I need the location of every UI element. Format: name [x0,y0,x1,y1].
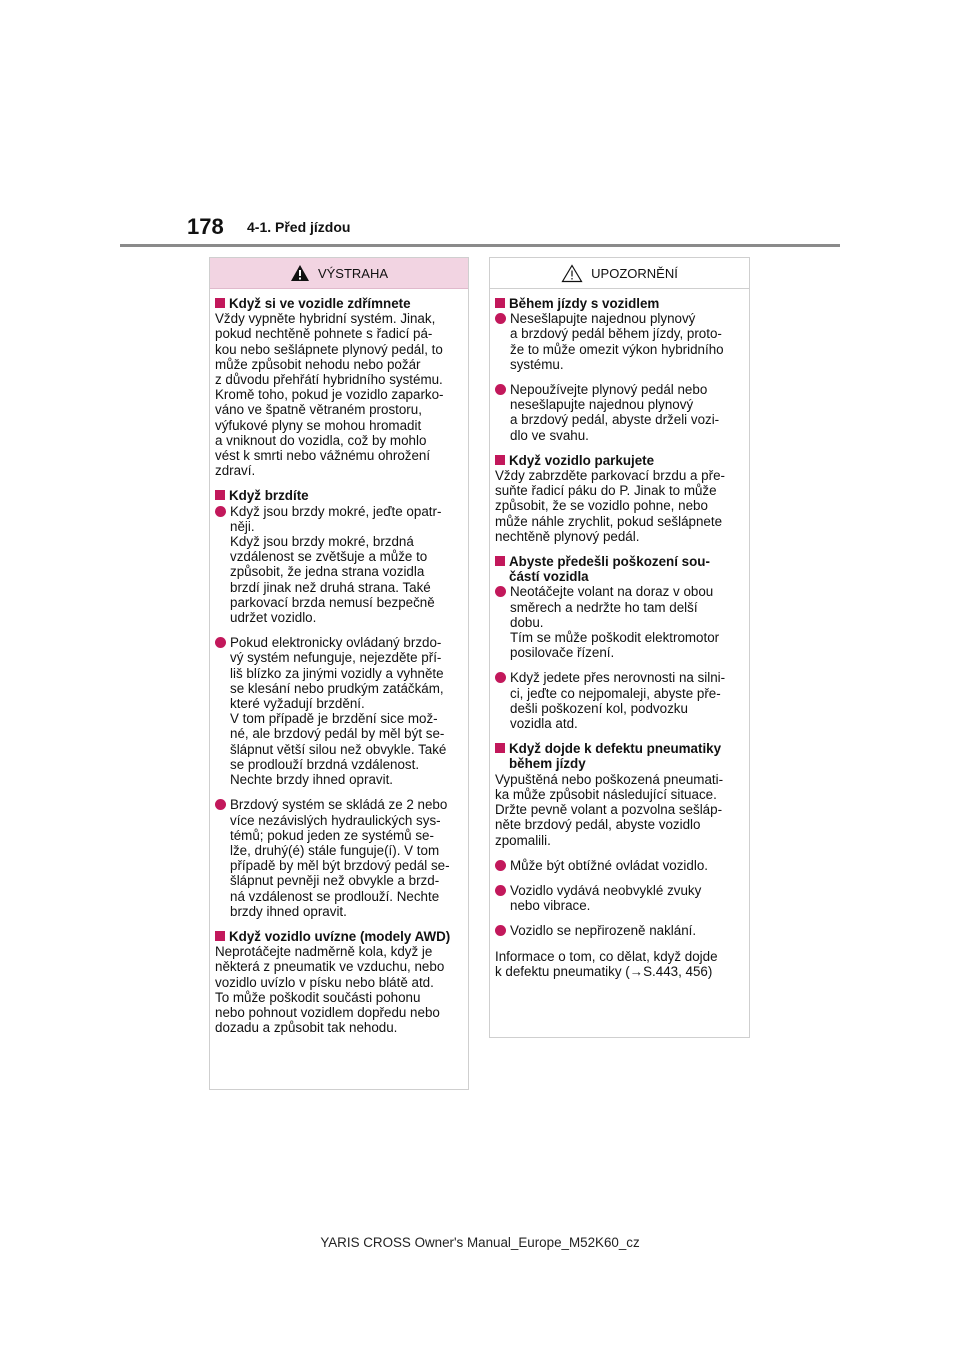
caution-box [489,257,750,1038]
square-bullet-icon [495,556,505,566]
section-title: 4-1. Před jízdou [247,219,351,235]
caution-paragraph-parking: Vždy zabrzděte parkovací brzdu a pře- suňte řadicí páku do P. Jinak to může způsobit, že se vozidlo pohne, nebo může náhle zrychlit, pokud sešlápnete nechtěně plynový pedál. [495,468,725,544]
caution-heading-flat-tire: Když dojde k defektu pneumatiky během jízdy [495,741,745,771]
warning-paragraph-stuck: Neprotáčejte nadměrně kola, když je některá z pneumatik ve vzduchu, nebo vozidlo uvízlo v písku nebo blátě atd. To může poškodit součásti pohonu nebo pohnout vozidlem dopředu nebo dozadu a způsobit tak nehodu. [215,944,445,1036]
caution-triangle-icon [561,264,583,283]
warning-triangle-icon [290,264,310,282]
caution-paragraph-flat-tire: Vypuštěná nebo poškozená pneumati- ka může způsobit následující situace. Držte pevně volant a pozvolna sešláp- něte brzdový pedál, abyste vozidlo zpomalili. [495,771,724,848]
warning-paragraph-nap: Vždy vypněte hybridní systém. Jinak, pokud nechtěně pohnete s řadicí pá- kou nebo sešlápnete plynový pedál, to může způsobit nehodu nebo požár z důvodu přehřátí hybridního systému. Kromě toho, pokud je vozidlo zaparko- váno ve špatně větraném prostoru, výfukové plyny se mohou hromadit a vniknout do vozidla, což by mohlo vést k smrti nebo vážnému ohrožení zdraví. [215,311,444,479]
circle-bullet-icon [495,313,506,324]
warning-heading-nap: Když si ve vozidle zdřímnete [215,296,464,311]
warning-box [209,257,469,1090]
caution-heading-driving: Během jízdy s vozidlem [495,296,745,311]
caution-item-pedals: Nesešlapujte najednou plynový a brzdový pedál během jízdy, proto- že to může omezit výkon hybridního systému. [495,311,745,372]
caution-item-noise: Vozidlo vydává neobvyklé zvuky nebo vibrace. [495,883,745,913]
warning-title: VÝSTRAHA [317,265,389,281]
circle-bullet-icon [215,637,226,648]
warning-heading-stuck: Když vozidlo uvízne (modely AWD) [215,929,464,944]
square-bullet-icon [495,298,505,308]
footer-manual-id: YARIS CROSS Owner's Manual_Europe_M52K60_cz [320,1235,640,1250]
caution-item-tilt: Vozidlo se nepřirozeně naklání. [495,923,745,938]
caution-heading-damage: Abyste předešli poškození sou- částí vozidla [495,554,745,584]
caution-item-steering: Neotáčejte volant na doraz v obou směrech a nedržte ho tam delší dobu. Tím se může poškodit elektromotor posilovače řízení. [495,584,745,660]
warning-header [210,258,468,289]
circle-bullet-icon [495,384,506,395]
caution-paragraph-reference: Informace o tom, co dělat, když dojde k defektu pneumatiky (→S.443, 456) [495,948,718,979]
circle-bullet-icon [495,860,506,871]
caution-item-slope: Nepoužívejte plynový pedál nebo nesešlapujte najednou plynový a brzdový pedál, abyste drželi vozi- dlo ve svahu. [495,382,745,443]
circle-bullet-icon [495,586,506,597]
warning-heading-braking: Když brzdíte [215,488,464,503]
caution-header [490,258,749,289]
circle-bullet-icon [215,799,226,810]
square-bullet-icon [495,743,505,753]
circle-bullet-icon [495,672,506,683]
square-bullet-icon [215,298,225,308]
caution-heading-parking: Když vozidlo parkujete [495,453,745,468]
header-divider [120,244,840,247]
warning-item-hydraulic-systems: Brzdový systém se skládá ze 2 nebo více nezávislých hydraulických sys- témů; pokud jeden ze systémů se- lže, druhý(é) stále funguje(í). V tom případě by měl být brzdový pedál se- šlápnut pevněji než obvykle a brzd- ná vzdálenost se prodlouží. Nechte brzdy ihned opravit. [215,797,464,919]
caution-title: UPOZORNĚNÍ [591,265,678,281]
warning-item-electronic-brakes: Pokud elektronicky ovládaný brzdo- vý systém nefunguje, nejezděte pří- liš blízko za jinými vozidly a vyhněte se klesání nebo prudkým zatáčkám, které vyžadují brzdění. V tom případě je brzdění sice mož- né, ale brzdový pedál by měl být se- šlápnut větší silou než obvykle. Také se prodlouží brzdná vzdálenost. Nechte brzdy ihned opravit. [215,635,464,787]
square-bullet-icon [495,455,505,465]
square-bullet-icon [215,490,225,500]
warning-item-wet-brakes: Když jsou brzdy mokré, jeďte opatr- něji. Když jsou brzdy mokré, brzdná vzdálenost se zvětšuje a může to způsobit, že jedna strana vozidla brzdí jinak než druhá strana. Také parkovací brzda nemusí bezpečně udržet vozidlo. [215,504,464,626]
circle-bullet-icon [495,885,506,896]
circle-bullet-icon [215,506,226,517]
square-bullet-icon [215,931,225,941]
caution-item-bumps: Když jedete přes nerovnosti na silni- ci, jeďte co nejpomaleji, abyste pře- dešli poškození kol, podvozku vozidla atd. [495,670,745,731]
caution-item-control: Může být obtížné ovládat vozidlo. [495,858,745,873]
circle-bullet-icon [495,925,506,936]
page-number: 178 [187,214,224,239]
